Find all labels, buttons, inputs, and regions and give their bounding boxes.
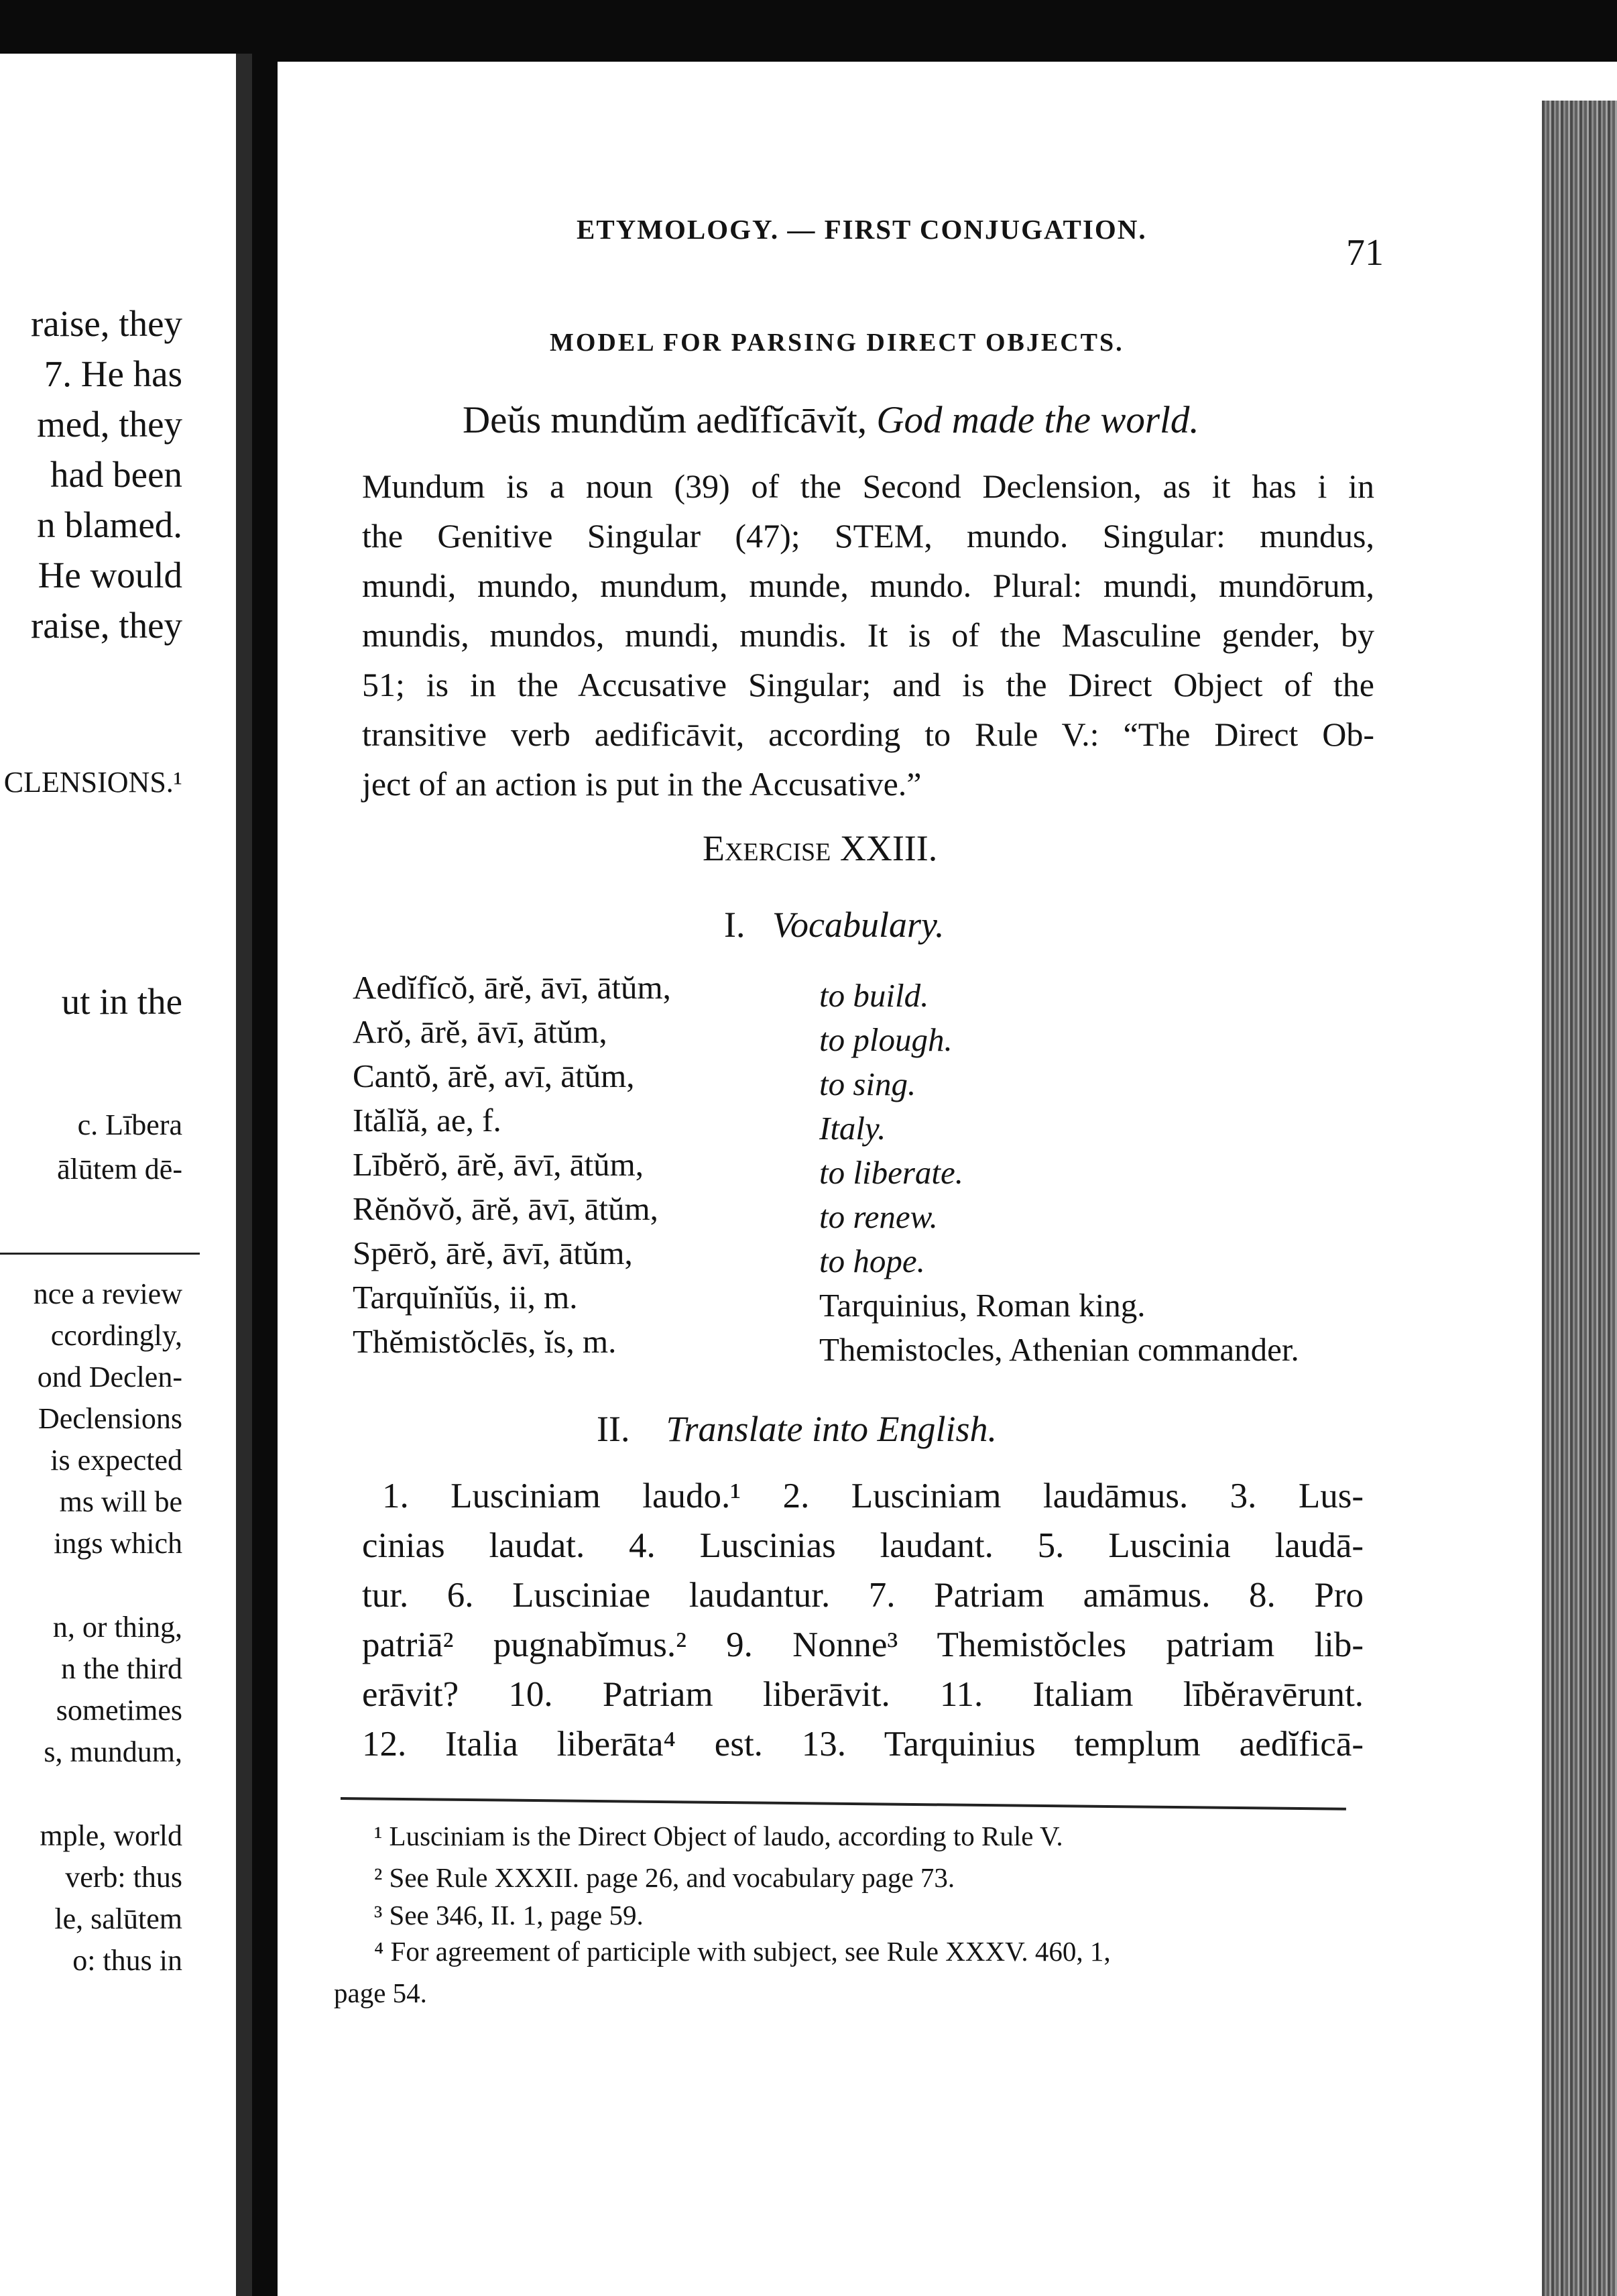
vocabulary-heading — [724, 907, 944, 943]
paragraph-line: ject of an action is put in the Accusative.” — [362, 765, 922, 803]
vocabulary-number: I. — [724, 905, 745, 945]
left-page-line: med, they — [37, 404, 182, 445]
example-sentence — [463, 401, 1199, 439]
vocab-latin: Lībĕrŏ, ārĕ, āvī, ātŭm, — [353, 1146, 644, 1183]
footnote: ² See Rule XXXII. page 26, and vocabulary page 73. — [374, 1862, 955, 1893]
vocab-latin: Tarquĭnĭŭs, ii, m. — [353, 1279, 578, 1316]
left-page-line: raise, they — [30, 303, 182, 344]
paragraph-line: the Genitive Singular (47); STEM, mundo. Singular: mundus, — [362, 517, 1374, 555]
left-page-line: ut in the — [61, 981, 182, 1022]
exercise-line: tur. 6. Lusciniae laudantur. 7. Patriam amāmus. 8. Pro — [362, 1576, 1364, 1615]
vocab-latin: Cantŏ, ārĕ, avī, ātŭm, — [353, 1057, 635, 1094]
left-page-line: had been — [50, 454, 182, 495]
vocab-english: to build. — [819, 977, 929, 1014]
paragraph-line: mundi, mundo, mundum, munde, mundo. Plural: mundi, mundōrum, — [362, 567, 1374, 604]
vocab-english: to hope. — [819, 1243, 925, 1279]
example-latin: Deŭs mundŭm aedĭfĭcāvĭt, — [463, 399, 867, 441]
left-page-line: ms will be — [59, 1485, 182, 1518]
translate-number: II. — [597, 1409, 630, 1449]
vocabulary-title: Vocabulary. — [772, 905, 945, 945]
left-page-line: n the third — [61, 1652, 182, 1685]
exercise-line: 12. Italia liberāta⁴ est. 13. Tarquinius templum aedĭficā- — [362, 1725, 1364, 1764]
vocab-latin: Aedĭfĭcŏ, ārĕ, āvī, ātŭm, — [353, 969, 671, 1006]
paragraph-line: Mundum is a noun (39) of the Second Declension, as it has i in — [362, 467, 1374, 505]
left-page-line: verb: thus — [65, 1861, 182, 1894]
translate-title: Translate into English. — [666, 1409, 998, 1449]
left-page-line: ond Declen- — [37, 1361, 182, 1393]
page-stack-edge — [1542, 101, 1617, 2296]
exercise-line: cinias laudat. 4. Luscinias laudant. 5. Luscinia laudā- — [362, 1526, 1364, 1565]
vocab-latin: Thĕmistŏclēs, ĭs, m. — [353, 1323, 617, 1360]
vocab-english: Tarquinius, Roman king. — [819, 1287, 1146, 1324]
exercise-line: 1. Lusciniam laudo.¹ 2. Lusciniam laudāmus. 3. Lus- — [382, 1477, 1364, 1515]
left-page-line: 7. He has — [44, 353, 182, 394]
left-page-rule — [0, 1253, 200, 1255]
vocab-latin: Rĕnŏvŏ, ārĕ, āvī, ātŭm, — [353, 1190, 658, 1227]
scan-background-top — [0, 0, 1617, 62]
left-page-line: CLENSIONS.¹ — [3, 766, 182, 799]
left-page-line: ccordingly, — [50, 1319, 182, 1352]
footnote: ¹ Lusciniam is the Direct Object of laudo, according to Rule V. — [374, 1821, 1063, 1851]
paragraph-line: mundis, mundos, mundi, mundis. It is of the Masculine gender, by — [362, 616, 1374, 654]
footnote: ⁴ For agreement of participle with subject, see Rule XXXV. 460, 1, — [374, 1936, 1111, 1967]
left-page-line: c. Lībera — [77, 1108, 182, 1141]
left-page-line: n, or thing, — [52, 1611, 182, 1644]
left-page-line: le, salūtem — [54, 1902, 182, 1935]
page-number: 71 — [1346, 232, 1384, 274]
vocab-english: to renew. — [819, 1198, 938, 1235]
left-page-line: sometimes — [56, 1694, 182, 1727]
exercise-title: Exercise XXIII. — [703, 828, 938, 868]
vocab-latin: Arŏ, ārĕ, āvī, ātŭm, — [353, 1013, 607, 1050]
left-page-line: is expected — [50, 1444, 182, 1477]
left-page-line: ālūtem dē- — [57, 1153, 182, 1186]
section-heading: MODEL FOR PARSING DIRECT OBJECTS. — [550, 329, 1124, 357]
left-page-edge — [236, 54, 252, 2296]
left-page-line: He would — [38, 555, 182, 595]
left-page-line: mple, world — [40, 1819, 182, 1852]
vocab-english: to plough. — [819, 1021, 953, 1058]
footnote: ³ See 346, II. 1, page 59. — [374, 1900, 644, 1931]
footnote: page 54. — [334, 1977, 427, 2008]
vocab-english: Themistocles, Athenian commander. — [819, 1331, 1299, 1368]
vocab-latin: Itălĭă, ae, f. — [353, 1102, 501, 1139]
book-gutter — [252, 0, 279, 2296]
translate-heading — [597, 1411, 997, 1447]
left-page-line: n blamed. — [37, 504, 182, 545]
vocab-english: to liberate. — [819, 1154, 964, 1191]
vocab-english: Italy. — [819, 1110, 886, 1147]
vocab-latin: Spērŏ, ārĕ, āvī, ātŭm, — [353, 1235, 633, 1271]
left-page-line: raise, they — [30, 605, 182, 646]
running-header: ETYMOLOGY. — FIRST CONJUGATION. — [577, 214, 1147, 245]
left-page-line: o: thus in — [72, 1944, 182, 1977]
left-page-line: s, mundum, — [44, 1735, 182, 1768]
example-english: God made the world. — [876, 399, 1199, 441]
left-page-line: ings which — [54, 1527, 182, 1560]
left-page-line: nce a review — [33, 1277, 182, 1310]
exercise-line: patriā² pugnabĭmus.² 9. Nonne³ Themistŏcles patriam lib- — [362, 1625, 1364, 1664]
paragraph-line: 51; is in the Accusative Singular; and is the Direct Object of the — [362, 666, 1374, 703]
left-page-line: Declensions — [38, 1402, 182, 1435]
exercise-line: erāvit? 10. Patriam liberāvit. 11. Italiam lībĕravērunt. — [362, 1675, 1364, 1714]
vocab-english: to sing. — [819, 1066, 916, 1102]
paragraph-line: transitive verb aedificāvit, according to Rule V.: “The Direct Ob- — [362, 715, 1374, 753]
